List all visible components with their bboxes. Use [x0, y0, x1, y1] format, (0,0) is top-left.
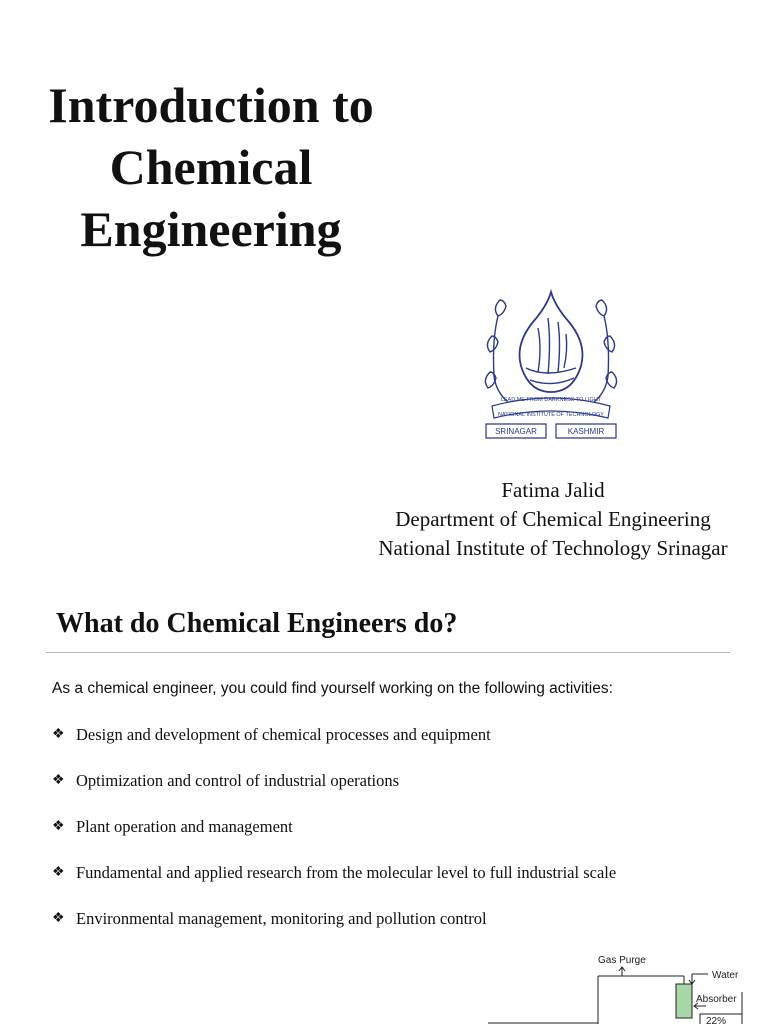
list-item — [52, 770, 616, 816]
activities-list — [52, 724, 616, 954]
section-title: What do Chemical Engineers do? — [56, 608, 458, 639]
activity-text: Design and development of chemical processes and equipment — [76, 725, 491, 744]
emblem-motto: LEAD ME FROM DARKNESS TO LIGHT — [500, 397, 602, 403]
activity-text: Optimization and control of industrial operations — [76, 771, 400, 790]
percent-label: 22% — [706, 1016, 727, 1024]
intro-text: As a chemical engineer, you could find yourself working on the following activities: — [52, 680, 613, 697]
emblem-region: KASHMIR — [567, 427, 605, 436]
emblem-city: SRINAGAR — [495, 427, 537, 436]
nit-srinagar-emblem-icon — [478, 288, 624, 444]
title-line-3: Engineering — [80, 201, 342, 257]
author-block — [340, 476, 766, 563]
diamond-bullet-icon: ❖ — [52, 865, 65, 880]
diamond-bullet-icon: ❖ — [52, 773, 65, 788]
list-item — [52, 816, 616, 862]
emblem-institute: NATIONAL INSTITUTE OF TECHNOLOGY — [498, 412, 604, 418]
diamond-bullet-icon: ❖ — [52, 727, 65, 742]
process-flow-diagram — [480, 944, 768, 1024]
gas-purge-label: Gas Purge — [598, 955, 646, 966]
title-line-1: Introduction to — [48, 77, 374, 133]
diamond-bullet-icon: ❖ — [52, 819, 65, 834]
author-institute: National Institute of Technology Srinagar — [378, 536, 728, 560]
activity-text: Fundamental and applied research from the molecular level to full industrial scale — [76, 863, 617, 882]
absorber-column — [676, 984, 692, 1018]
author-name: Fatima Jalid — [501, 478, 605, 502]
water-label: Water — [712, 970, 739, 981]
title-line-2: Chemical — [109, 139, 313, 195]
absorber-label: Absorber — [696, 994, 737, 1005]
author-department: Department of Chemical Engineering — [395, 507, 711, 531]
activity-text: Environmental management, monitoring and pollution control — [76, 909, 487, 928]
title-divider — [46, 652, 730, 653]
diamond-bullet-icon: ❖ — [52, 911, 65, 926]
list-item — [52, 862, 616, 908]
activity-text: Plant operation and management — [76, 817, 293, 836]
slide-title — [10, 74, 412, 260]
list-item — [52, 724, 616, 770]
